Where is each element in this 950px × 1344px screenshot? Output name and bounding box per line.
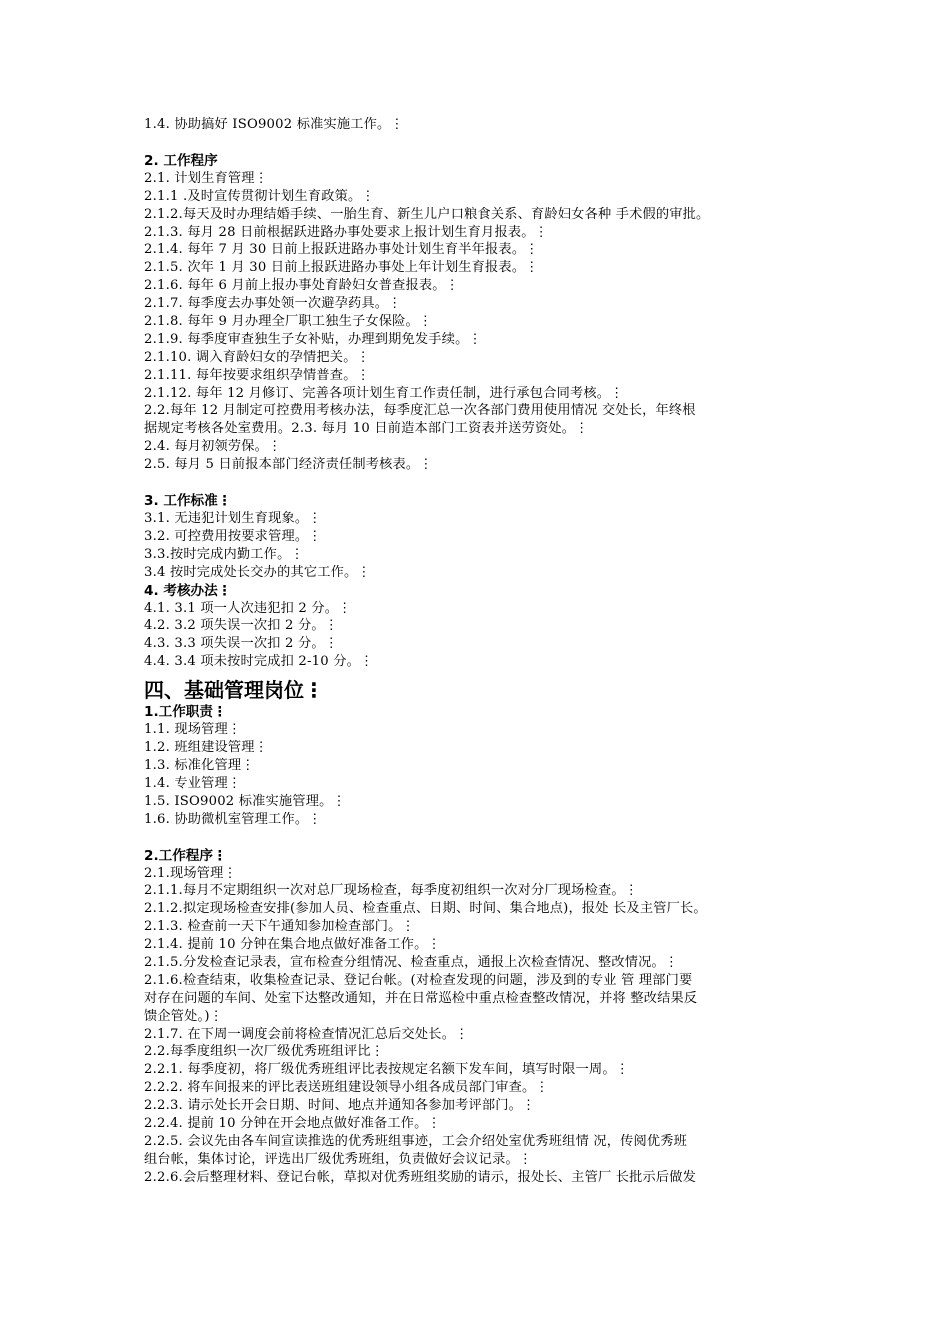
text-line: 2.1.1.每月不定期组织一次对总厂现场检查，每季度初组织一次对分厂现场检查。⋮ [144, 883, 639, 899]
section-heading: 4. 考核办法⋮ [144, 582, 232, 599]
text-line: 2.1.7. 每季度去办事处领一次避孕药具。⋮ [144, 296, 402, 312]
text-line: 据规定考核各处室费用。2.3. 每月 10 日前造本部门工资表并送劳资处。⋮ [144, 421, 589, 437]
text-line: 2.5. 每月 5 日前报本部门经济责任制考核表。⋮ [144, 457, 433, 473]
text-line: 2.1.8. 每年 9 月办理全厂职工独生子女保险。⋮ [144, 314, 433, 330]
text-line: 2.1.6.检查结束，收集检查记录、登记台帐。(对检查发现的问题，涉及到的专业 管 理部门要 [144, 972, 693, 988]
text-line: 4.1. 3.1 项一人次违犯扣 2 分。⋮ [144, 600, 352, 616]
text-line: 馈企管处。)⋮ [144, 1008, 224, 1024]
text-line: 3.1. 无违犯计划生育现象。⋮ [144, 511, 322, 527]
text-line: 2.1.9. 每季度审查独生子女补贴，办理到期免发手续。⋮ [144, 331, 482, 347]
text-line: 组台帐，集体讨论，评选出厂级优秀班组，负责做好会议记录。⋮ [144, 1151, 533, 1167]
text-line: 2.2.6.会后整理材料、登记台帐，草拟对优秀班组奖励的请示，报处长、主管厂 长批示后做发 [144, 1169, 697, 1185]
text-line: 2.1.10. 调入育龄妇女的孕情把关。⋮ [144, 349, 370, 365]
text-line: 2.4. 每月初领劳保。⋮ [144, 439, 282, 455]
text-line: 2.1.5. 次年 1 月 30 日前上报跃进路办事处上年计划生育报表。⋮ [144, 260, 539, 276]
text-line: 2.1.现场管理⋮ [144, 865, 237, 881]
text-line: 4.4. 3.4 项未按时完成扣 2-10 分。⋮ [144, 654, 374, 670]
text-line: 2.2.2. 将车间报来的评比表送班组建设领导小组各成员部门审查。⋮ [144, 1080, 549, 1096]
text-line: 4.3. 3.3 项失误一次扣 2 分。⋮ [144, 636, 339, 652]
text-line: 1.2. 班组建设管理⋮ [144, 740, 269, 756]
text-line: 2.2.3. 请示处长开会日期、时间、地点并通知各参加考评部门。⋮ [144, 1098, 536, 1114]
document-bottom-block [144, 703, 824, 1186]
text-line: 2.1.3. 检查前一天下午通知参加检查部门。⋮ [144, 919, 415, 935]
paragraph-gap [144, 134, 824, 152]
section-heading-basic-management: 四、基础管理岗位⋮ [144, 678, 324, 703]
text-line: 1.4. 协助搞好 ISO9002 标准实施工作。⋮ [144, 117, 404, 132]
text-line: 3.2. 可控费用按要求管理。⋮ [144, 528, 322, 544]
text-line: 2.1.6. 每年 6 月前上报办事处育龄妇女普查报表。⋮ [144, 278, 460, 294]
section-heading: 3. 工作标准⋮ [144, 493, 232, 510]
text-line: 2.1.3. 每月 28 日前根据跃进路办事处要求上报计划生育月报表。⋮ [144, 224, 548, 240]
section-heading: 2.工作程序⋮ [144, 847, 227, 864]
text-line: 1.6. 协助微机室管理工作。⋮ [144, 811, 322, 827]
text-line: 2.2.每年 12 月制定可控费用考核办法，每季度汇总一次各部门费用使用情况 交处长，年终根 [144, 403, 696, 419]
paragraph-gap [144, 829, 824, 847]
text-line: 3.3.按时完成内勤工作。⋮ [144, 546, 304, 562]
text-line: 2.1.7. 在下周一调度会前将检查情况汇总后交处长。⋮ [144, 1026, 469, 1042]
text-line: 2.1.12. 每年 12 月修订、完善各项计划生育工作责任制，进行承包合同考核。⋮ [144, 385, 624, 401]
text-line: 4.2. 3.2 项失误一次扣 2 分。⋮ [144, 618, 339, 634]
section-heading: 1.工作职责⋮ [144, 704, 227, 721]
text-line: 3.4 按时完成处长交办的其它工作。⋮ [144, 564, 371, 580]
text-line: 对存在问题的车间、处室下达整改通知，并在日常巡检中重点检查整改情况，并将 整改结果反 [144, 990, 698, 1006]
text-line: 1.3. 标准化管理⋮ [144, 757, 255, 773]
text-line: 2.2.1. 每季度初，将厂级优秀班组评比表按规定名额下发车间，填写时限一周。⋮ [144, 1062, 630, 1078]
text-line: 2.1. 计划生育管理⋮ [144, 170, 269, 186]
section-heading: 2. 工作程序 [144, 152, 218, 169]
text-line: 1.1. 现场管理⋮ [144, 722, 242, 738]
text-line: 2.1.4. 每年 7 月 30 日前上报跃进路办事处计划生育半年报表。⋮ [144, 242, 539, 258]
text-line: 2.2.5. 会议先由各车间宣读推选的优秀班组事迹，工会介绍处室优秀班组情 况，传阅优秀班 [144, 1133, 688, 1149]
document-top-block [144, 116, 824, 671]
text-line: 2.2.每季度组织一次厂级优秀班组评比⋮ [144, 1044, 385, 1060]
text-line: 2.1.1 .及时宣传贯彻计划生育政策。⋮ [144, 188, 375, 204]
text-line: 2.1.2.每天及时办理结婚手续、一胎生育、新生儿户口粮食关系、育龄妇女各种 手术假的审批。 [144, 206, 710, 222]
text-line: 2.1.4. 提前 10 分钟在集合地点做好准备工作。⋮ [144, 937, 441, 953]
document-page [144, 116, 824, 1187]
paragraph-gap [144, 474, 824, 492]
text-line: 2.1.2.拟定现场检查安排(参加人员、检查重点、日期、时间、集合地点)，报处 长及主管厂长。 [144, 901, 707, 917]
text-line: 2.1.11. 每年按要求组织孕情普查。⋮ [144, 367, 370, 383]
text-line: 1.5. ISO9002 标准实施管理。⋮ [144, 793, 346, 809]
text-line: 2.1.5.分发检查记录表，宣布检查分组情况、检查重点，通报上次检查情况、整改情况。⋮ [144, 954, 679, 970]
text-line: 1.4. 专业管理⋮ [144, 775, 242, 791]
text-line: 2.2.4. 提前 10 分钟在开会地点做好准备工作。⋮ [144, 1115, 441, 1131]
